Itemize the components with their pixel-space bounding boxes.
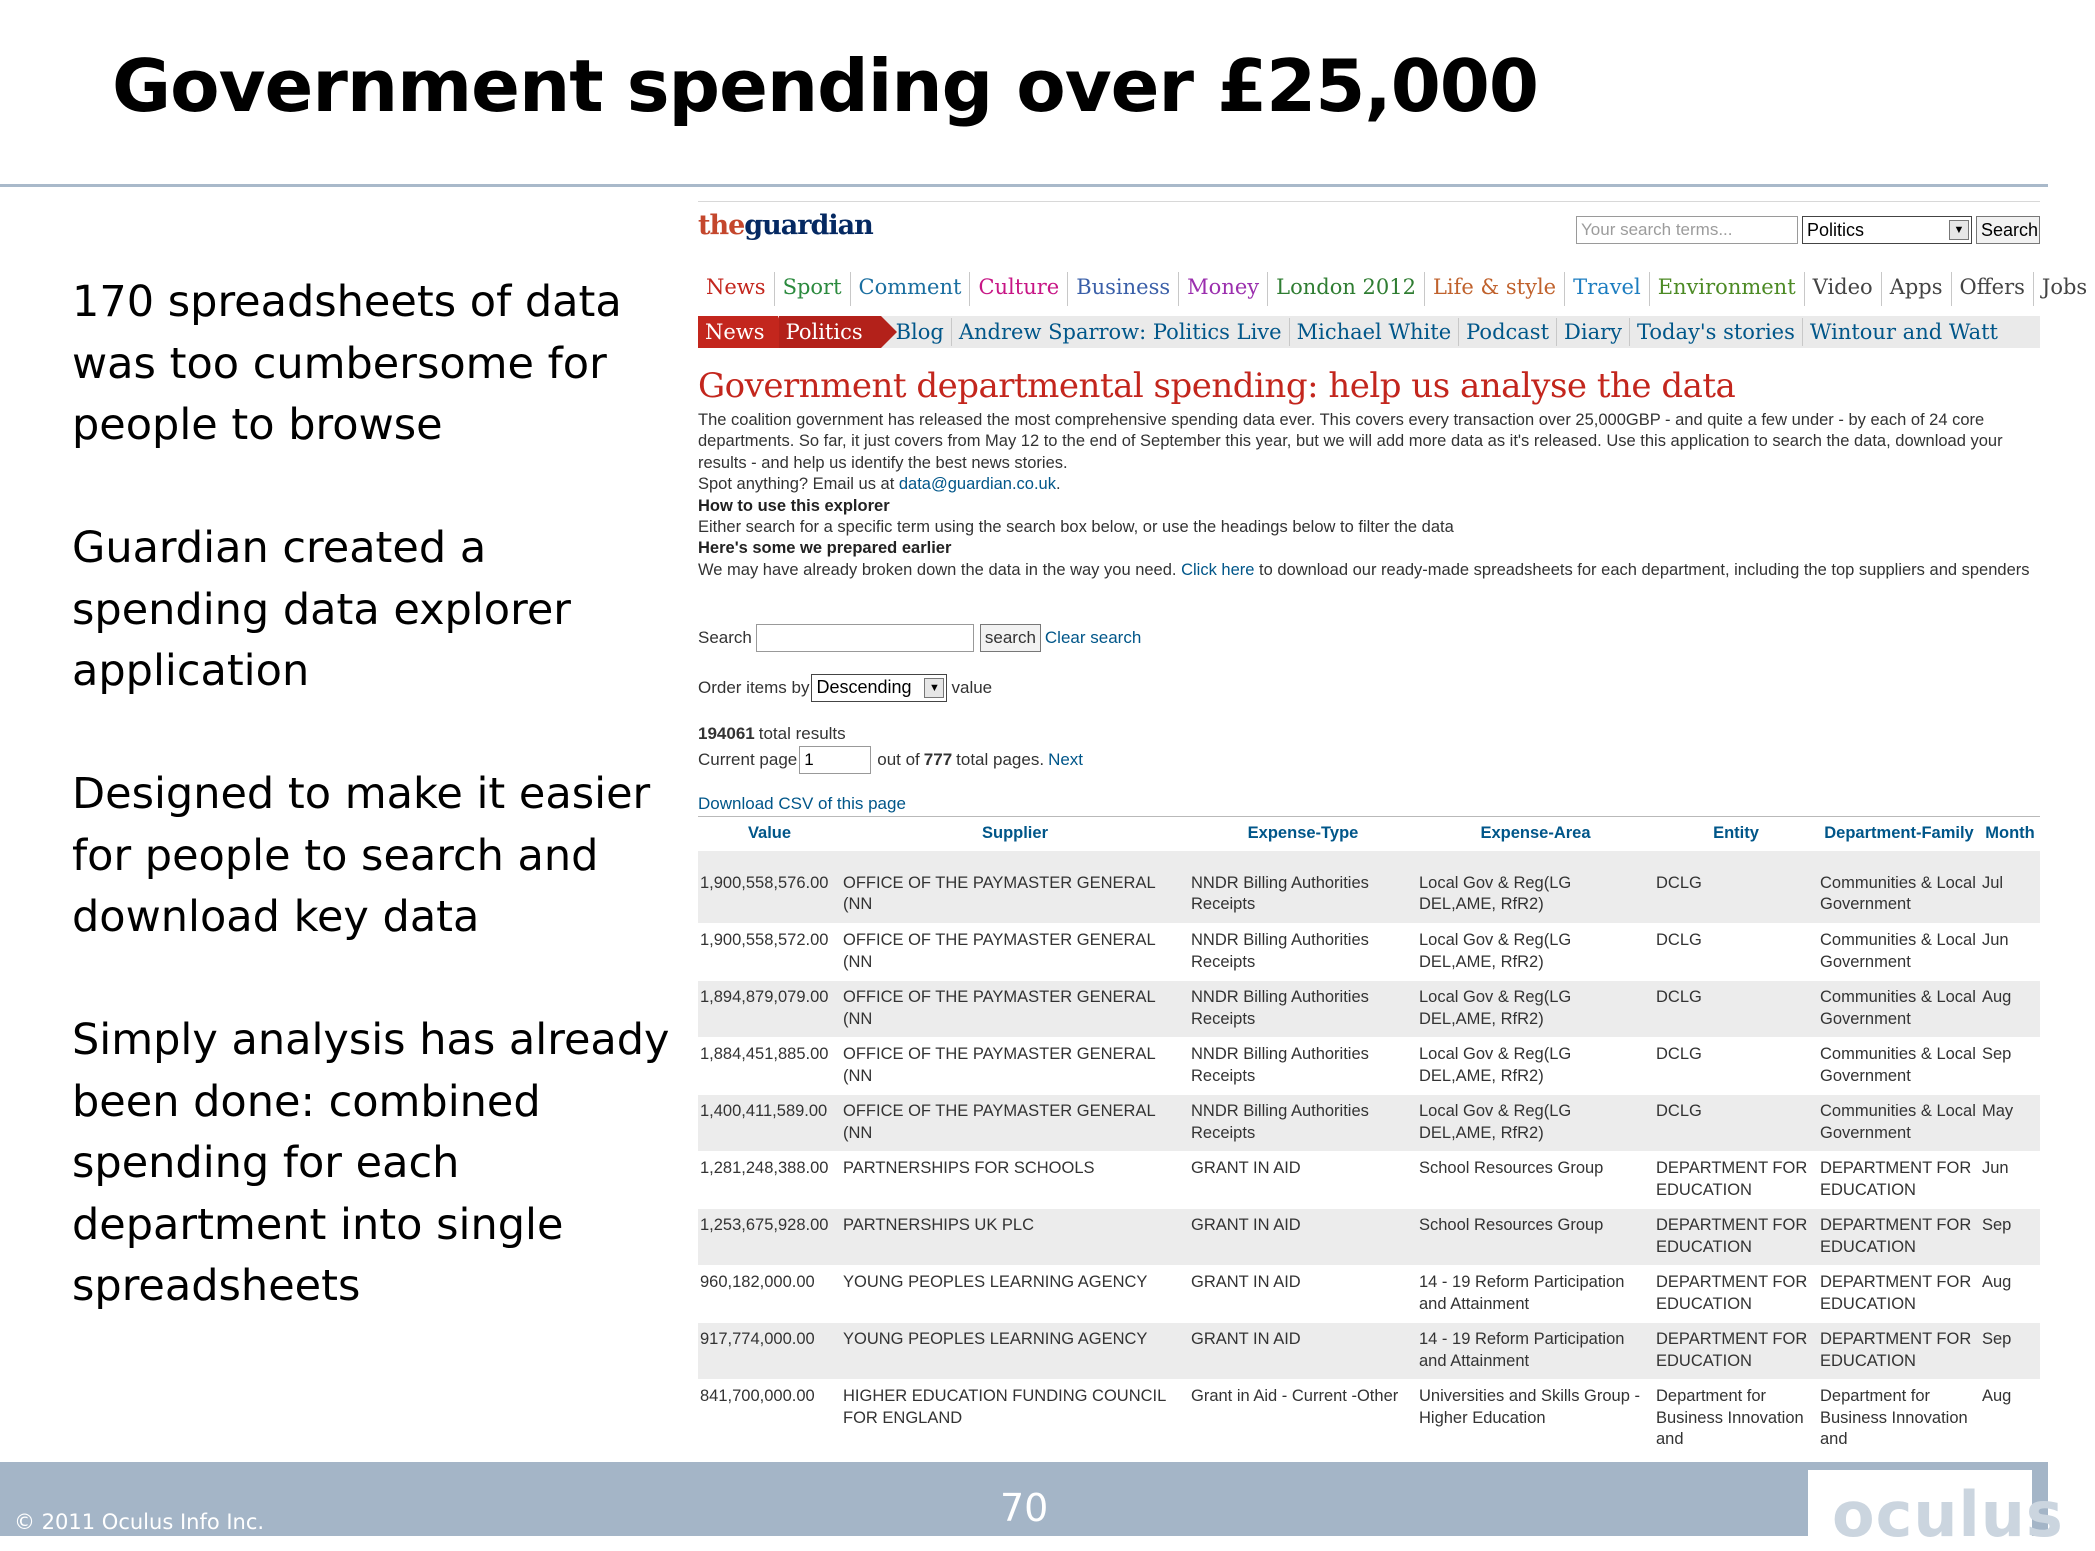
table-row [698, 867, 2040, 924]
cell-department-family: DEPARTMENT FOR EDUCATION [1818, 1209, 1980, 1266]
page-number: 70 [1000, 1486, 1049, 1530]
cell-entity: DCLG [1654, 1038, 1818, 1095]
bullet-point: Simply analysis has already been done: combined spending for each department into single spreadsheets [72, 1015, 670, 1311]
cell-expense-type: NNDR Billing Authorities Receipts [1189, 1095, 1417, 1152]
nav-news[interactable]: News [698, 272, 775, 306]
guardian-logo[interactable] [698, 210, 873, 241]
total-pages: 777 [923, 750, 953, 769]
table-header-row [698, 817, 2040, 851]
logo-the: the [698, 210, 745, 241]
cell-department-family: Communities & Local Government [1818, 1038, 1980, 1095]
data-search-input[interactable] [756, 624, 974, 652]
cell-supplier: PARTNERSHIPS UK PLC [841, 1209, 1189, 1266]
nav-london-2012[interactable]: London 2012 [1268, 272, 1425, 306]
pagination [698, 746, 1083, 774]
earlier-prefix: We may have already broken down the data in the way you need. [698, 560, 1182, 579]
cell-entity: DEPARTMENT FOR EDUCATION [1654, 1266, 1818, 1323]
table-spacer-row [698, 851, 2040, 867]
cell-expense-area: Local Gov & Reg(LG DEL,AME, RfR2) [1417, 1095, 1654, 1152]
table-row [698, 1152, 2040, 1209]
cell-expense-area: 14 - 19 Reform Participation and Attainment [1417, 1266, 1654, 1323]
cell-expense-type: Grant in Aid - Current -Other [1189, 1380, 1417, 1456]
howto-heading: How to use this explorer [698, 496, 890, 515]
copyright-text: © 2011 Oculus Info Inc. [14, 1510, 265, 1534]
top-border [698, 201, 2040, 202]
cell-entity: DCLG [1654, 1095, 1818, 1152]
secondary-nav [698, 316, 2040, 348]
cell-entity: Department for Business Innovation and [1654, 1380, 1818, 1456]
subnav-diary[interactable]: Diary [1557, 318, 1630, 346]
section-select-value: Politics [1807, 220, 1865, 240]
nav-life-style[interactable]: Life & style [1425, 272, 1565, 306]
subnav-blog[interactable]: Blog [889, 318, 952, 346]
cell-department-family: DEPARTMENT FOR EDUCATION [1818, 1152, 1980, 1209]
cell-entity: DEPARTMENT FOR EDUCATION [1654, 1323, 1818, 1380]
cell-expense-area: Universities and Skills Group - Higher Education [1417, 1380, 1654, 1456]
cell-month: Aug [1980, 1380, 2040, 1456]
table-row [698, 1266, 2040, 1323]
cell-month: Jul [1980, 867, 2040, 924]
cell-department-family: Communities & Local Government [1818, 1095, 1980, 1152]
order-select-value: Descending [816, 677, 912, 697]
column-header-supplier[interactable]: Supplier [841, 817, 1189, 851]
next-page-link[interactable]: Next [1048, 750, 1084, 769]
cell-value: 1,900,558,572.00 [698, 924, 841, 981]
cell-value: 1,281,248,388.00 [698, 1152, 841, 1209]
download-row [698, 794, 906, 814]
cell-month: Jun [1980, 1152, 2040, 1209]
page-input[interactable]: 1 [799, 746, 871, 774]
cell-value: 1,253,675,928.00 [698, 1209, 841, 1266]
section-select[interactable] [1802, 216, 1972, 244]
table-row [698, 924, 2040, 981]
earlier-line [698, 560, 2040, 581]
results-total-suffix: total results [758, 724, 846, 743]
column-header-value[interactable]: Value [698, 817, 841, 851]
cell-month: Aug [1980, 981, 2040, 1038]
column-header-expense-area[interactable]: Expense-Area [1417, 817, 1654, 851]
breadcrumb-politics[interactable]: Politics [779, 316, 881, 348]
logo-guardian: guardian [744, 210, 873, 241]
cell-value: 1,894,879,079.00 [698, 981, 841, 1038]
cell-supplier: OFFICE OF THE PAYMASTER GENERAL (NN [841, 867, 1189, 924]
search-label: Search [698, 628, 752, 647]
column-header-expense-type[interactable]: Expense-Type [1189, 817, 1417, 851]
nav-business[interactable]: Business [1068, 272, 1179, 306]
nav-comment[interactable]: Comment [851, 272, 971, 306]
cell-department-family: Communities & Local Government [1818, 867, 1980, 924]
cell-department-family: DEPARTMENT FOR EDUCATION [1818, 1266, 1980, 1323]
subnav-todays-stories[interactable]: Today's stories [1630, 318, 1803, 346]
results-table-wrap [698, 816, 2040, 1456]
cell-expense-area: Local Gov & Reg(LG DEL,AME, RfR2) [1417, 924, 1654, 981]
cell-supplier: OFFICE OF THE PAYMASTER GENERAL (NN [841, 924, 1189, 981]
cell-entity: DCLG [1654, 924, 1818, 981]
earlier-suffix: to download our ready-made spreadsheets for each department, including the top suppliers and spenders [1254, 560, 2030, 579]
cell-supplier: HIGHER EDUCATION FUNDING COUNCIL FOR ENGLAND [841, 1380, 1189, 1456]
cell-expense-area: School Resources Group [1417, 1152, 1654, 1209]
table-spacer-cell [698, 851, 2040, 867]
intro-paragraph: The coalition government has released the most comprehensive spending data ever. This covers every transaction over 25,000GBP - and quite a few under - by each of 24 core departments. So far, it just covers from May 12 to the end of September this year, but we will add more data as it's released. Use this application to search the data, download your results - and help us identify the best news stories. [698, 411, 2003, 472]
cell-month: Sep [1980, 1038, 2040, 1095]
cell-department-family: Department for Business Innovation and [1818, 1380, 1980, 1456]
nav-culture[interactable]: Culture [970, 272, 1068, 306]
out-of-suffix: total pages. [956, 750, 1045, 769]
cell-month: Jun [1980, 924, 2040, 981]
bullet-point: Designed to make it easier for people to search and download key data [72, 769, 651, 942]
clear-search-link[interactable]: Clear search [1044, 628, 1142, 647]
data-search-button[interactable]: search [980, 624, 1041, 652]
download-csv-link[interactable]: Download CSV of this page [698, 794, 906, 813]
earlier-heading: Here's some we prepared earlier [698, 539, 952, 558]
article-headline: Government departmental spending: help us analyse the data [698, 366, 1736, 406]
email-link[interactable]: data@guardian.co.uk [898, 475, 1056, 494]
nav-environment[interactable]: Environment [1650, 272, 1805, 306]
cell-entity: DEPARTMENT FOR EDUCATION [1654, 1152, 1818, 1209]
table-row [698, 1095, 2040, 1152]
intro-text [698, 410, 2040, 581]
howto-text: Either search for a specific term using the search box below, or use the headings below to filter the data [698, 518, 1454, 537]
cell-department-family: DEPARTMENT FOR EDUCATION [1818, 1323, 1980, 1380]
cell-entity: DCLG [1654, 867, 1818, 924]
cell-value: 1,900,558,576.00 [698, 867, 841, 924]
table-row [698, 1209, 2040, 1266]
breadcrumb-news[interactable] [698, 316, 779, 348]
cell-supplier: PARTNERSHIPS FOR SCHOOLS [841, 1152, 1189, 1209]
cell-supplier: OFFICE OF THE PAYMASTER GENERAL (NN [841, 1095, 1189, 1152]
chevron-down-icon[interactable]: ▼ [924, 678, 944, 698]
order-select[interactable] [811, 674, 947, 702]
cell-expense-type: GRANT IN AID [1189, 1152, 1417, 1209]
cell-supplier: OFFICE OF THE PAYMASTER GENERAL (NN [841, 981, 1189, 1038]
cell-month: Sep [1980, 1209, 2040, 1266]
slide-title: Government spending over £25,000 [112, 44, 1538, 128]
cell-expense-type: NNDR Billing Authorities Receipts [1189, 981, 1417, 1038]
subnav-michael-white[interactable]: Michael White [1290, 318, 1460, 346]
cell-month: Aug [1980, 1266, 2040, 1323]
cell-entity: DEPARTMENT FOR EDUCATION [1654, 1209, 1818, 1266]
results-count [698, 724, 846, 744]
spot-suffix: . [1055, 475, 1061, 494]
spot-prefix: Spot anything? Email us at [698, 475, 899, 494]
cell-expense-type: NNDR Billing Authorities Receipts [1189, 1038, 1417, 1095]
results-table-body [698, 851, 2040, 1456]
primary-nav [698, 272, 2088, 306]
cell-expense-type: NNDR Billing Authorities Receipts [1189, 924, 1417, 981]
nav-travel[interactable]: Travel [1565, 272, 1650, 306]
order-prefix: Order items by [698, 678, 810, 697]
spot-line [698, 474, 2040, 495]
cell-expense-area: Local Gov & Reg(LG DEL,AME, RfR2) [1417, 1038, 1654, 1095]
order-suffix: value [951, 678, 993, 697]
column-header-entity[interactable]: Entity [1654, 817, 1818, 851]
out-of-prefix: out of [877, 750, 920, 769]
cell-value: 841,700,000.00 [698, 1380, 841, 1456]
cell-month: Sep [1980, 1323, 2040, 1380]
cell-expense-type: GRANT IN AID [1189, 1323, 1417, 1380]
oculus-logo: oculus [1832, 1478, 2064, 1551]
cell-expense-type: GRANT IN AID [1189, 1209, 1417, 1266]
cell-value: 1,884,451,885.00 [698, 1038, 841, 1095]
chevron-down-icon[interactable]: ▼ [1949, 220, 1969, 240]
cell-supplier: YOUNG PEOPLES LEARNING AGENCY [841, 1323, 1189, 1380]
cell-value: 917,774,000.00 [698, 1323, 841, 1380]
table-row [698, 1380, 2040, 1456]
cell-department-family: Communities & Local Government [1818, 924, 1980, 981]
column-header-department-family[interactable]: Department-Family [1818, 817, 1980, 851]
nav-jobs[interactable]: Jobs [2041, 275, 2088, 299]
results-table [698, 816, 2040, 1456]
nav-money[interactable]: Money [1179, 272, 1268, 306]
cell-value: 1,400,411,589.00 [698, 1095, 841, 1152]
search-form [698, 624, 1141, 652]
guardian-screenshot [698, 198, 2088, 1460]
cell-entity: DCLG [1654, 981, 1818, 1038]
subnav-politics-live[interactable]: Andrew Sparrow: Politics Live [952, 318, 1290, 346]
cell-supplier: YOUNG PEOPLES LEARNING AGENCY [841, 1266, 1189, 1323]
cell-value: 960,182,000.00 [698, 1266, 841, 1323]
cell-supplier: OFFICE OF THE PAYMASTER GENERAL (NN [841, 1038, 1189, 1095]
cell-expense-type: GRANT IN AID [1189, 1266, 1417, 1323]
breadcrumb-news-label: News [705, 320, 765, 344]
subnav-wintour-watt[interactable]: Wintour and Watt [1809, 320, 1998, 344]
cell-expense-area: 14 - 19 Reform Participation and Attainment [1417, 1323, 1654, 1380]
click-here-link[interactable]: Click here [1181, 560, 1255, 579]
table-row [698, 1323, 2040, 1380]
cell-department-family: Communities & Local Government [1818, 981, 1980, 1038]
cell-month: May [1980, 1095, 2040, 1152]
cell-expense-area: Local Gov & Reg(LG DEL,AME, RfR2) [1417, 867, 1654, 924]
nav-offers[interactable]: Offers [1952, 272, 2034, 306]
cell-expense-type: NNDR Billing Authorities Receipts [1189, 867, 1417, 924]
nav-video[interactable]: Video [1805, 272, 1882, 306]
table-row [698, 981, 2040, 1038]
nav-sport[interactable]: Sport [775, 272, 851, 306]
bullet-point: 170 spreadsheets of data was too cumbersome for people to browse [72, 277, 622, 450]
bullet-point: Guardian created a spending data explorer application [72, 523, 571, 696]
column-header-month[interactable]: Month [1980, 817, 2040, 851]
page-label: Current page [698, 750, 798, 769]
bullet-list [72, 272, 672, 1379]
site-search-input[interactable]: Your search terms... [1576, 216, 1798, 244]
cell-expense-area: Local Gov & Reg(LG DEL,AME, RfR2) [1417, 981, 1654, 1038]
title-divider [0, 184, 2048, 187]
results-total: 194061 [698, 724, 755, 743]
cell-expense-area: School Resources Group [1417, 1209, 1654, 1266]
nav-apps[interactable]: Apps [1882, 272, 1952, 306]
order-form [698, 674, 992, 702]
table-row [698, 1038, 2040, 1095]
subnav-podcast[interactable]: Podcast [1459, 318, 1557, 346]
site-search-button[interactable]: Search [1976, 216, 2040, 244]
